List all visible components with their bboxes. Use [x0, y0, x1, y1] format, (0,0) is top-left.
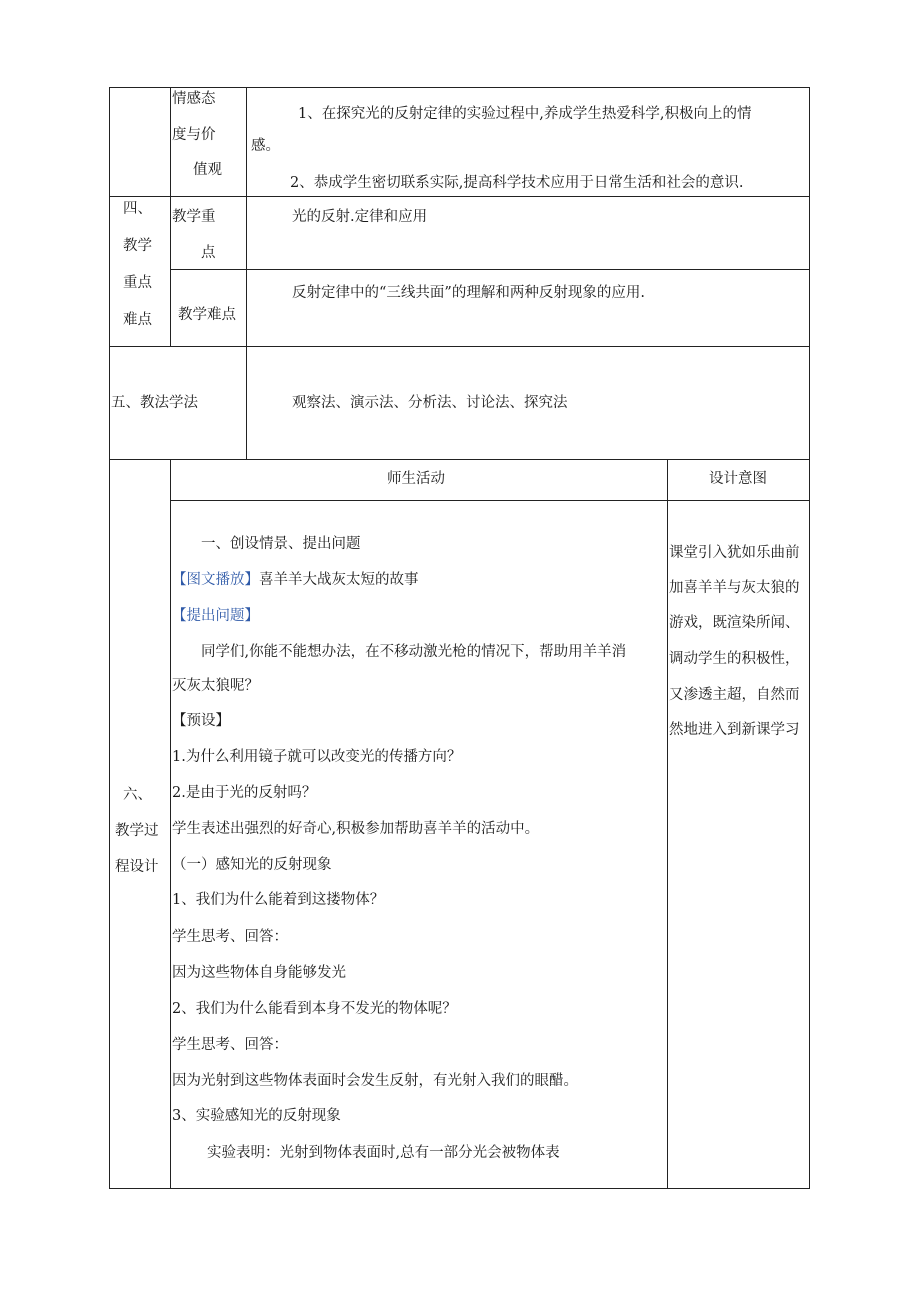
activity-line-1: 一、创设情景、提出问题 — [201, 536, 361, 552]
tag-image-playback: 【图文播放】 — [172, 572, 259, 588]
activity-line-17: 3、实验感知光的反射现象 — [172, 1108, 341, 1124]
col-divider-intent — [667, 459, 668, 1189]
row-divider-key-diff — [170, 269, 810, 270]
col-divider-b — [246, 87, 247, 460]
sec3-label-line2: 度与价 — [172, 127, 216, 143]
sec4-label-line3: 重点 — [123, 275, 152, 291]
activity-line-9: 学生表述出强烈的好奇心,积极参加帮助喜羊羊的活动中。 — [172, 821, 540, 837]
sec4-label-line2: 教学 — [123, 238, 152, 254]
intent-line-6: 然地进入到新课学习 — [669, 722, 800, 738]
key-point-text: 光的反射.定律和应用 — [292, 209, 428, 225]
activity-line-7: 1.为什么利用镜子就可以改变光的传播方向？ — [172, 749, 462, 765]
activity-line-2-text: 喜羊羊大战灰太短的故事 — [259, 572, 419, 588]
activity-line-12: 学生思考、回答： — [172, 929, 288, 945]
intent-line-2: 加喜羊羊与灰太狼的 — [669, 580, 800, 596]
tag-raise-question: 【提出问题】 — [172, 608, 259, 624]
row-divider-sec5-sec6 — [109, 459, 810, 460]
sec6-label-line1: 六、 — [123, 787, 152, 803]
sec4-label-line1: 四、 — [123, 201, 152, 217]
table-border-top — [109, 87, 810, 88]
intent-line-3: 游戏，既渲染所闻、 — [669, 615, 800, 631]
table-border-right — [809, 87, 810, 1189]
activity-line-8: 2.是由于光的反射吗？ — [172, 785, 317, 801]
sec3-label-line3: 值观 — [193, 162, 222, 178]
row-divider-sec3-sec4 — [109, 196, 810, 197]
column-header-activity: 师生活动 — [387, 471, 445, 487]
col-divider-a-top — [170, 87, 171, 347]
intent-line-1: 课堂引入犹如乐曲前 — [669, 545, 800, 561]
key-point-label-line2: 点 — [201, 245, 216, 261]
activity-line-13: 因为这些物体自身能够发光 — [172, 965, 346, 981]
activity-line-15: 学生思考、回答： — [172, 1037, 288, 1053]
sec3-item2: 2、恭成学生密切联系实际,提高科学技术应用于日常生活和社会的意识. — [290, 175, 744, 191]
activity-line-5: 灭灰太狼呢？ — [172, 678, 259, 694]
activity-line-18: 实验表明：光射到物体表面时,总有一部分光会被物体表 — [207, 1145, 560, 1161]
sec6-label-line3: 程设计 — [115, 859, 159, 875]
activity-line-16: 因为光射到这些物体表面时会发生反射，有光射入我们的眼醋。 — [172, 1073, 578, 1089]
activity-line-2 — [172, 570, 419, 590]
key-point-label-line1: 教学重 — [172, 209, 216, 225]
table-border-left — [109, 87, 110, 1189]
sec5-text: 观察法、演示法、分析法、讨论法、探究法 — [292, 395, 568, 411]
sec3-item1: 1、在探究光的反射定律的实验过程中,养成学生热爱科学,积极向上的情 — [298, 106, 752, 122]
sec4-label-line4: 难点 — [123, 312, 152, 328]
col-divider-a-bottom — [170, 459, 171, 1189]
activity-line-4: 同学们,你能不能想办法，在不移动激光枪的情况下，帮助用羊羊消 — [201, 644, 627, 660]
sec5-label: 五、教法学法 — [111, 395, 198, 411]
intent-line-5: 又渗透主超，自然而 — [669, 687, 800, 703]
sec3-label-line1: 情感态 — [172, 91, 216, 107]
column-header-intent: 设计意图 — [709, 471, 767, 487]
table-border-bottom — [109, 1188, 810, 1189]
activity-line-11: 1、我们为什么能着到这搂物体？ — [172, 892, 385, 908]
header-divider-sec6 — [170, 500, 810, 501]
activity-line-6: 【预设】 — [172, 713, 230, 729]
difficulty-label: 教学难点 — [178, 307, 236, 323]
difficulty-text: 反射定律中的“三线共面”的理解和两种反射现象的应用. — [292, 285, 645, 301]
sec6-label-line2: 教学过 — [115, 823, 159, 839]
activity-line-14: 2、我们为什么能看到本身不发光的物体呢？ — [172, 1001, 457, 1017]
row-divider-sec4-sec5 — [109, 346, 810, 347]
intent-line-4: 调动学生的积极性， — [669, 651, 800, 667]
activity-line-10: （一）感知光的反射现象 — [172, 857, 332, 873]
sec3-item1-cont: 感。 — [251, 138, 280, 154]
